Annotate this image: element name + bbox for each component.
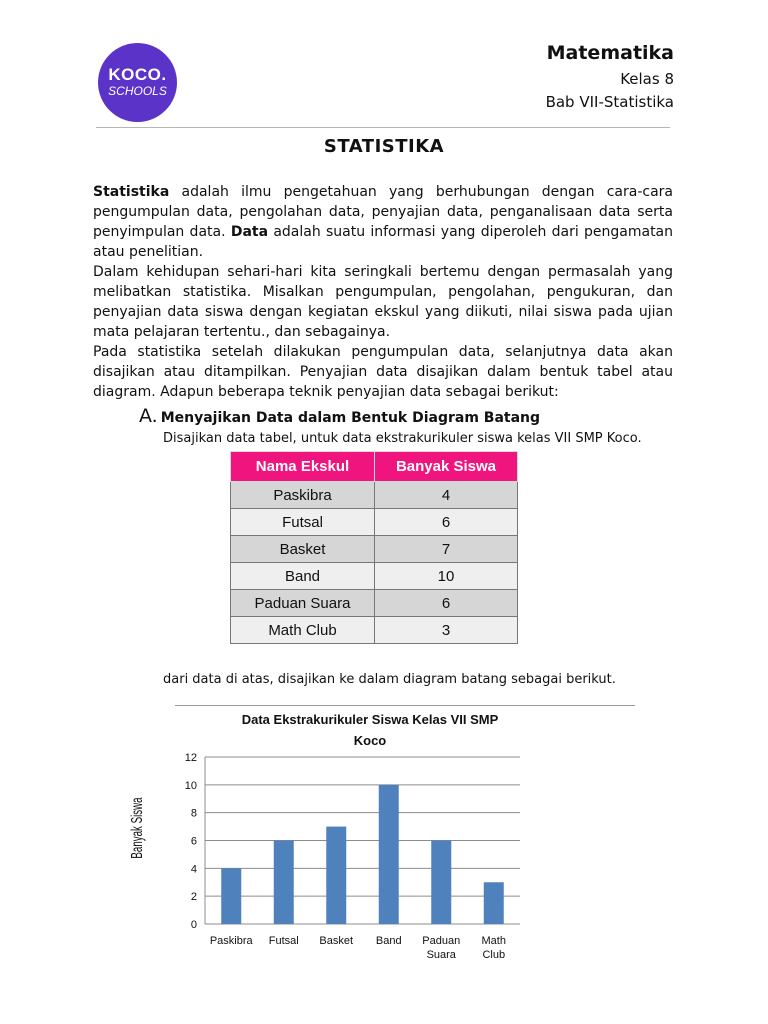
y-tick-label: 4 (190, 863, 197, 876)
bar-chart (120, 706, 540, 968)
koco-schools-logo (98, 43, 177, 122)
x-tick-label: Paduan (422, 935, 461, 947)
table-cell-name: Paduan Suara (231, 590, 375, 617)
x-tick-label: Club (482, 949, 506, 961)
term-data: Data (230, 224, 269, 240)
intro-text (93, 182, 673, 402)
x-tick-label: Math (481, 935, 506, 947)
chart-intro: dari data di atas, disajikan ke dalam diagram batang sebagai berikut. (163, 672, 616, 687)
table-cell-name: Paskibra (231, 482, 375, 509)
paragraph-presentation: Pada statistika setelah dilakukan pengumpulan data, selanjutnya data akan disajikan atau ditampilkan. Penyajian data disajikan dalam bentuk tabel atau diagram. Adapun beberapa teknik penyajian data sebagai berikut: (93, 344, 673, 400)
term-statistika: Statistika (93, 184, 170, 200)
logo-line2: SCHOOLS (108, 84, 167, 98)
chart-title: Data Ekstrakurikuler Siswa Kelas VII SMP (241, 712, 499, 727)
table-cell-count: 6 (375, 509, 518, 536)
table-row (231, 563, 518, 590)
table-row (231, 482, 518, 509)
table-cell-name: Math Club (231, 617, 375, 644)
logo-line1: KOCO. (108, 65, 167, 84)
bar-paskibra (221, 868, 241, 924)
x-tick-label: Futsal (268, 935, 299, 947)
table-cell-count: 4 (375, 482, 518, 509)
header-chapter: Bab VII-Statistika (545, 93, 674, 111)
y-tick-label: 6 (190, 835, 197, 848)
section-a-heading (139, 405, 540, 427)
table-cell-count: 3 (375, 617, 518, 644)
definition-data: adalah suatu informasi yang diperoleh dari pengamatan atau penelitian. (93, 224, 674, 260)
bar-math-club (484, 882, 504, 924)
x-tick-label: Suara (426, 949, 456, 961)
table-intro: Disajikan data tabel, untuk data ekstrakurikuler siswa kelas VII SMP Koco. (163, 431, 642, 446)
table-cell-name: Basket (231, 536, 375, 563)
table-cell-name: Band (231, 563, 375, 590)
x-tick-label: Basket (319, 935, 354, 947)
y-tick-label: 2 (190, 891, 197, 904)
table-cell-count: 10 (375, 563, 518, 590)
table-cell-count: 6 (375, 590, 518, 617)
ekskul-table (230, 451, 518, 644)
table-header-count: Banyak Siswa (375, 452, 518, 482)
header-divider (96, 127, 670, 128)
x-tick-label: Paskibra (209, 935, 253, 947)
table-header-row (231, 452, 518, 482)
section-a-letter: A. (139, 405, 158, 427)
table-row (231, 617, 518, 644)
y-tick-label: 10 (184, 779, 197, 792)
bar-band (379, 785, 399, 924)
header-subject: Matematika (546, 42, 674, 64)
table-cell-count: 7 (375, 536, 518, 563)
table-row (231, 590, 518, 617)
definition-statistika: adalah ilmu pengetahuan yang berhubungan dengan cara-cara pengumpulan data, pengolahan data, penyajian data, penganalisaan data serta penyimpulan data. (93, 184, 673, 240)
chart-title-line2: Koco (353, 733, 387, 748)
paragraph-examples: Dalam kehidupan sehari-hari kita seringkali bertemu dengan permasalah yang melibatkan statistika. Misalkan pengumpulan, pengolahan, pengukuran, dan penyajian data siswa dengan kegiatan ekskul yang diikuti, nilai siswa pada ujian mata pelajaran tertentu., dan sebagainya. (93, 264, 673, 340)
y-tick-label: 12 (184, 752, 197, 764)
section-a-title: Menyajikan Data dalam Bentuk Diagram Batang (160, 410, 541, 426)
bar-paduan-suara (431, 841, 451, 925)
bar-basket (326, 827, 346, 924)
table-row (231, 536, 518, 563)
table-row (231, 509, 518, 536)
bar-futsal (274, 841, 294, 925)
page-title: STATISTIKA (323, 136, 445, 157)
y-tick-label: 8 (190, 807, 197, 820)
y-tick-label: 0 (190, 919, 197, 931)
chart-y-axis-label: Banyak Siswa (127, 797, 146, 859)
table-header-name: Nama Ekskul (231, 452, 375, 482)
table-cell-name: Futsal (231, 509, 375, 536)
x-tick-label: Band (375, 935, 402, 947)
paragraph-definition (93, 182, 673, 262)
header-class: Kelas 8 (620, 70, 674, 88)
